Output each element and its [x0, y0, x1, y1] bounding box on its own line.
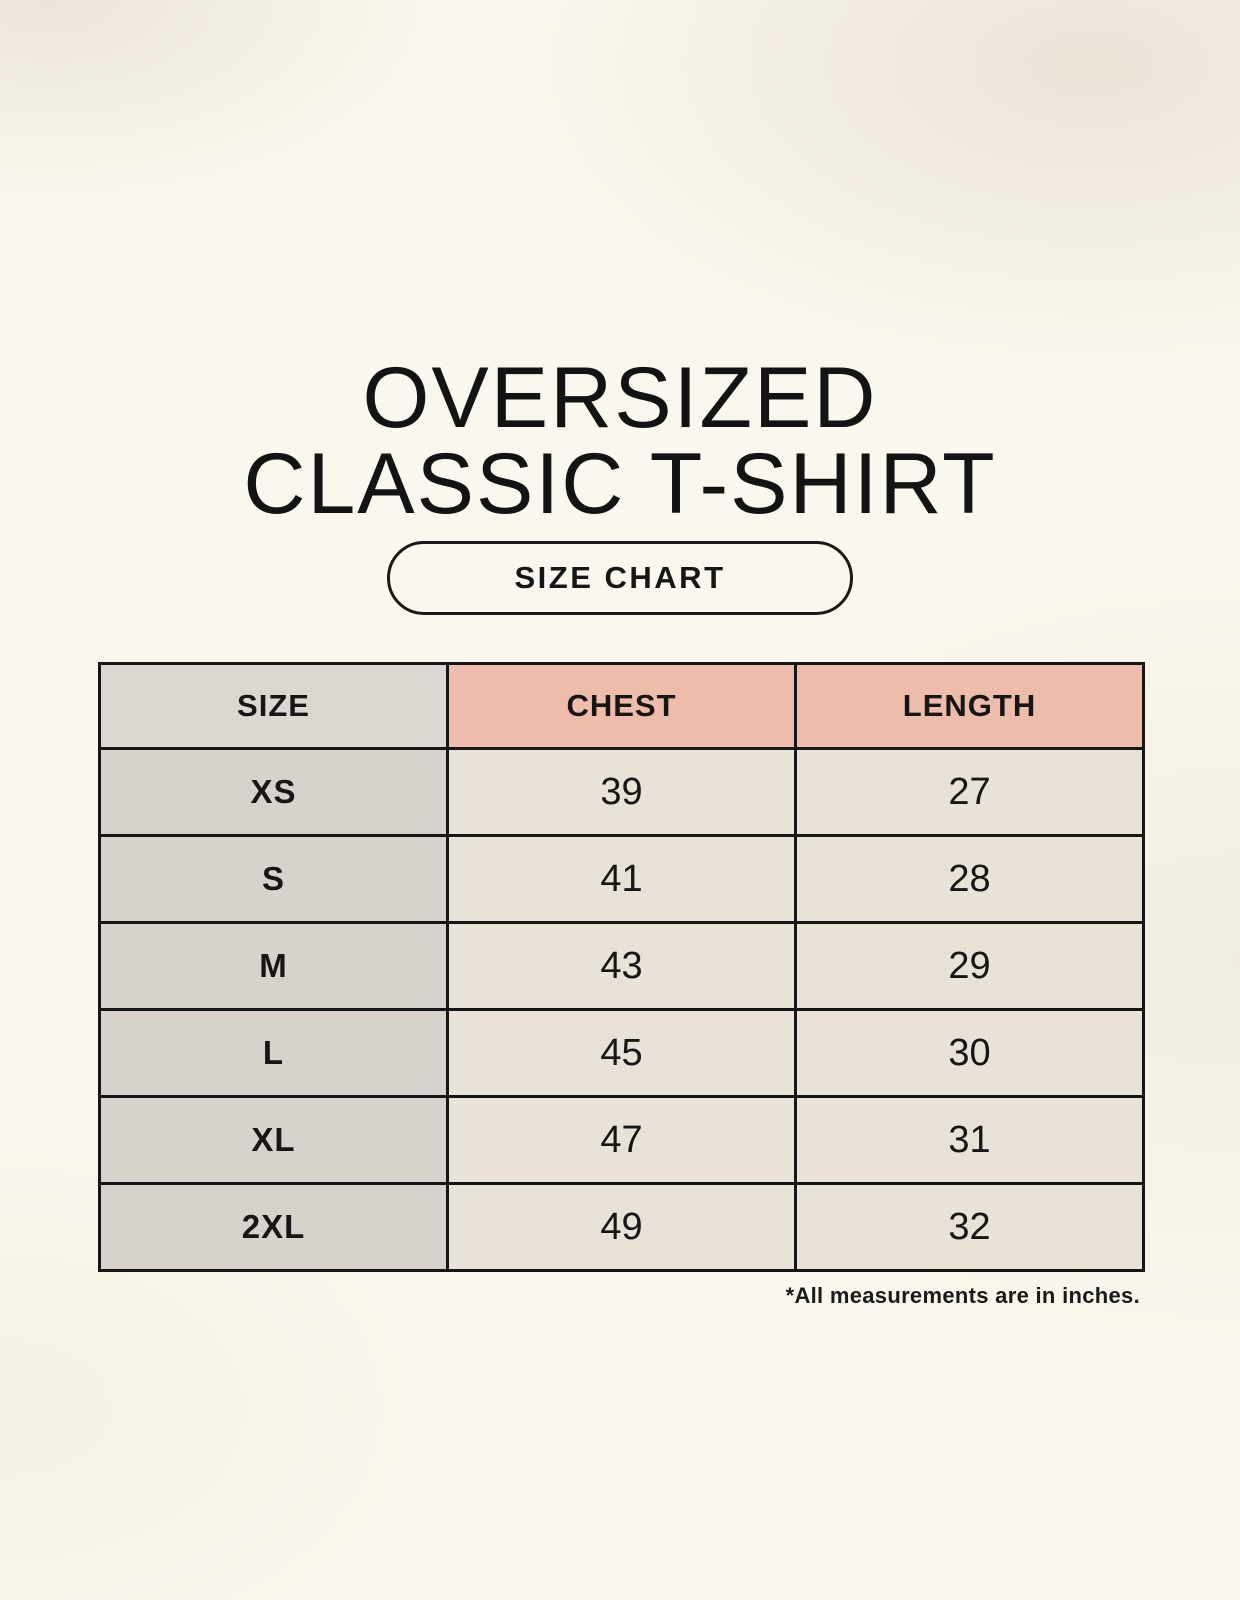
header-row	[100, 664, 1144, 749]
table-row	[100, 1097, 1144, 1184]
page-title-line1: OVERSIZED	[362, 349, 878, 446]
length-cell: 28	[796, 836, 1144, 923]
size-cell: 2XL	[100, 1184, 448, 1271]
length-cell: 31	[796, 1097, 1144, 1184]
page-title-line2: CLASSIC T-SHIRT	[243, 435, 997, 532]
length-cell: 32	[796, 1184, 1144, 1271]
table-row	[100, 749, 1144, 836]
table-row	[100, 1184, 1144, 1271]
chest-cell: 47	[448, 1097, 796, 1184]
size-chart-button-label: SIZE CHART	[514, 560, 726, 595]
chest-cell: 41	[448, 836, 796, 923]
size-cell: L	[100, 1010, 448, 1097]
page-title	[0, 349, 1240, 532]
size-cell: XL	[100, 1097, 448, 1184]
length-cell: 30	[796, 1010, 1144, 1097]
chest-cell: 43	[448, 923, 796, 1010]
measurements-footnote: *All measurements are in inches.	[785, 1283, 1140, 1308]
length-cell: 29	[796, 923, 1144, 1010]
table-row	[100, 1010, 1144, 1097]
chest-cell: 39	[448, 749, 796, 836]
size-cell: M	[100, 923, 448, 1010]
length-cell: 27	[796, 749, 1144, 836]
chest-cell: 49	[448, 1184, 796, 1271]
size-table	[98, 662, 1145, 1272]
chest-cell: 45	[448, 1010, 796, 1097]
size-cell: XS	[100, 749, 448, 836]
size-table-header	[100, 664, 1144, 749]
column-header-size: SIZE	[100, 664, 448, 749]
size-table-body	[100, 749, 1144, 1271]
column-header-chest: CHEST	[448, 664, 796, 749]
table-row	[100, 836, 1144, 923]
size-chart-button[interactable]	[387, 541, 853, 615]
size-cell: S	[100, 836, 448, 923]
table-row	[100, 923, 1144, 1010]
column-header-length: LENGTH	[796, 664, 1144, 749]
